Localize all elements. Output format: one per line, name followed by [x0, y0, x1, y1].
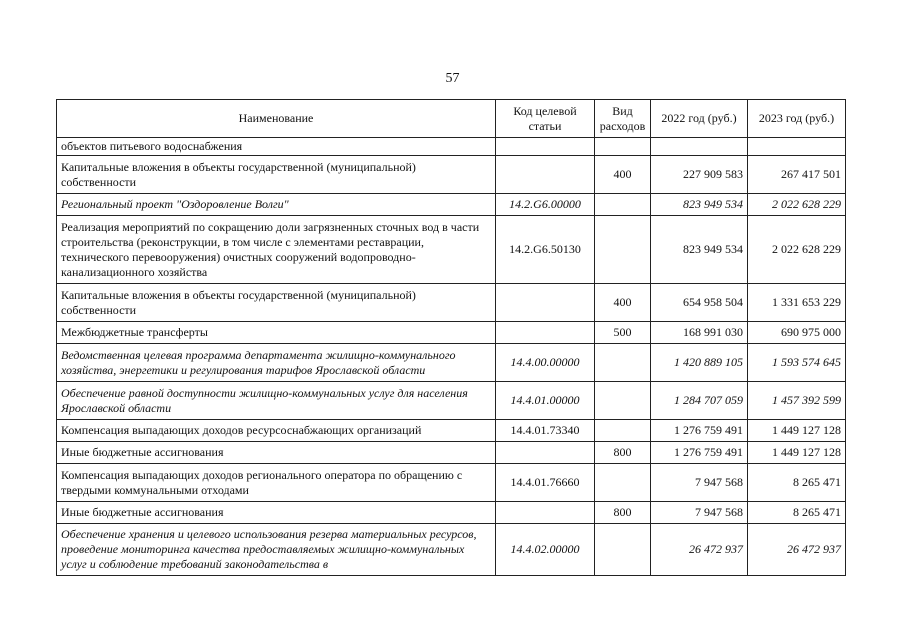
row-amount-2022: 823 949 534	[651, 216, 748, 284]
row-code	[496, 138, 595, 156]
row-amount-2022: 168 991 030	[651, 322, 748, 344]
header-name: Наименование	[57, 100, 496, 138]
row-code: 14.2.G6.50130	[496, 216, 595, 284]
row-name: Капитальные вложения в объекты государственной (муниципальной) собственности	[57, 156, 496, 194]
table-row	[57, 382, 846, 420]
row-code	[496, 156, 595, 194]
row-amount-2022: 654 958 504	[651, 284, 748, 322]
row-amount-2022: 1 284 707 059	[651, 382, 748, 420]
row-code: 14.2.G6.00000	[496, 194, 595, 216]
row-code: 14.4.00.00000	[496, 344, 595, 382]
row-code	[496, 442, 595, 464]
row-amount-2022: 7 947 568	[651, 502, 748, 524]
row-name: Иные бюджетные ассигнования	[57, 442, 496, 464]
row-name: Иные бюджетные ассигнования	[57, 502, 496, 524]
row-name: объектов питьевого водоснабжения	[57, 138, 496, 156]
row-name: Межбюджетные трансферты	[57, 322, 496, 344]
row-expense-type	[595, 344, 651, 382]
row-code: 14.4.01.00000	[496, 382, 595, 420]
row-expense-type: 800	[595, 502, 651, 524]
row-name: Региональный проект "Оздоровление Волги"	[57, 194, 496, 216]
row-amount-2023: 690 975 000	[748, 322, 846, 344]
row-amount-2023: 1 449 127 128	[748, 442, 846, 464]
table-row	[57, 156, 846, 194]
row-name: Реализация мероприятий по сокращению доли загрязненных сточных вод в части строительства (реконструкции, в том числе с элементами реставрации, технического перевооружения) очистных сооружений водопроводно-канализационного хозяйства	[57, 216, 496, 284]
page-number: 57	[445, 71, 460, 86]
row-amount-2023: 1 331 653 229	[748, 284, 846, 322]
row-amount-2023	[748, 138, 846, 156]
table-row	[57, 284, 846, 322]
table-row	[57, 344, 846, 382]
row-amount-2023: 8 265 471	[748, 464, 846, 502]
row-amount-2023: 8 265 471	[748, 502, 846, 524]
row-amount-2023: 1 457 392 599	[748, 382, 846, 420]
row-code: 14.4.02.00000	[496, 524, 595, 576]
row-amount-2022: 1 276 759 491	[651, 420, 748, 442]
row-expense-type	[595, 138, 651, 156]
row-amount-2022: 7 947 568	[651, 464, 748, 502]
row-amount-2023: 1 449 127 128	[748, 420, 846, 442]
table-row	[57, 442, 846, 464]
table-row	[57, 502, 846, 524]
row-code	[496, 322, 595, 344]
row-expense-type	[595, 524, 651, 576]
row-expense-type: 800	[595, 442, 651, 464]
table-row	[57, 138, 846, 156]
row-expense-type	[595, 216, 651, 284]
row-expense-type: 500	[595, 322, 651, 344]
row-amount-2023: 1 593 574 645	[748, 344, 846, 382]
row-code	[496, 284, 595, 322]
row-name: Компенсация выпадающих доходов ресурсоснабжающих организаций	[57, 420, 496, 442]
row-amount-2022: 823 949 534	[651, 194, 748, 216]
table-row	[57, 322, 846, 344]
row-expense-type: 400	[595, 284, 651, 322]
row-name: Обеспечение равной доступности жилищно-коммунальных услуг для населения Ярославской области	[57, 382, 496, 420]
row-name: Ведомственная целевая программа департамента жилищно-коммунального хозяйства, энергетики и регулирования тарифов Ярославской области	[57, 344, 496, 382]
table-row	[57, 194, 846, 216]
row-code: 14.4.01.76660	[496, 464, 595, 502]
row-expense-type	[595, 382, 651, 420]
table-header-row	[57, 100, 846, 138]
row-amount-2023: 267 417 501	[748, 156, 846, 194]
row-amount-2023: 26 472 937	[748, 524, 846, 576]
table-row	[57, 420, 846, 442]
row-code	[496, 502, 595, 524]
row-amount-2022: 1 276 759 491	[651, 442, 748, 464]
header-code: Код целевой статьи	[496, 100, 595, 138]
row-code: 14.4.01.73340	[496, 420, 595, 442]
header-expense-type: Вид расходов	[595, 100, 651, 138]
header-year-2023: 2023 год (руб.)	[748, 100, 846, 138]
row-name: Обеспечение хранения и целевого использования резерва материальных ресурсов, проведение мониторинга качества предоставляемых жилищно-коммунальных услуг и соблюдение требований законодательства в	[57, 524, 496, 576]
row-expense-type	[595, 420, 651, 442]
header-year-2022: 2022 год (руб.)	[651, 100, 748, 138]
row-name: Компенсация выпадающих доходов регионального оператора по обращению с твердыми коммунальными отходами	[57, 464, 496, 502]
row-amount-2023: 2 022 628 229	[748, 216, 846, 284]
row-expense-type	[595, 194, 651, 216]
table-row	[57, 216, 846, 284]
row-amount-2022: 26 472 937	[651, 524, 748, 576]
row-expense-type	[595, 464, 651, 502]
budget-table	[56, 99, 846, 576]
row-amount-2023: 2 022 628 229	[748, 194, 846, 216]
row-amount-2022: 1 420 889 105	[651, 344, 748, 382]
row-amount-2022	[651, 138, 748, 156]
table-row	[57, 464, 846, 502]
row-expense-type: 400	[595, 156, 651, 194]
table-row	[57, 524, 846, 576]
row-name: Капитальные вложения в объекты государственной (муниципальной) собственности	[57, 284, 496, 322]
row-amount-2022: 227 909 583	[651, 156, 748, 194]
